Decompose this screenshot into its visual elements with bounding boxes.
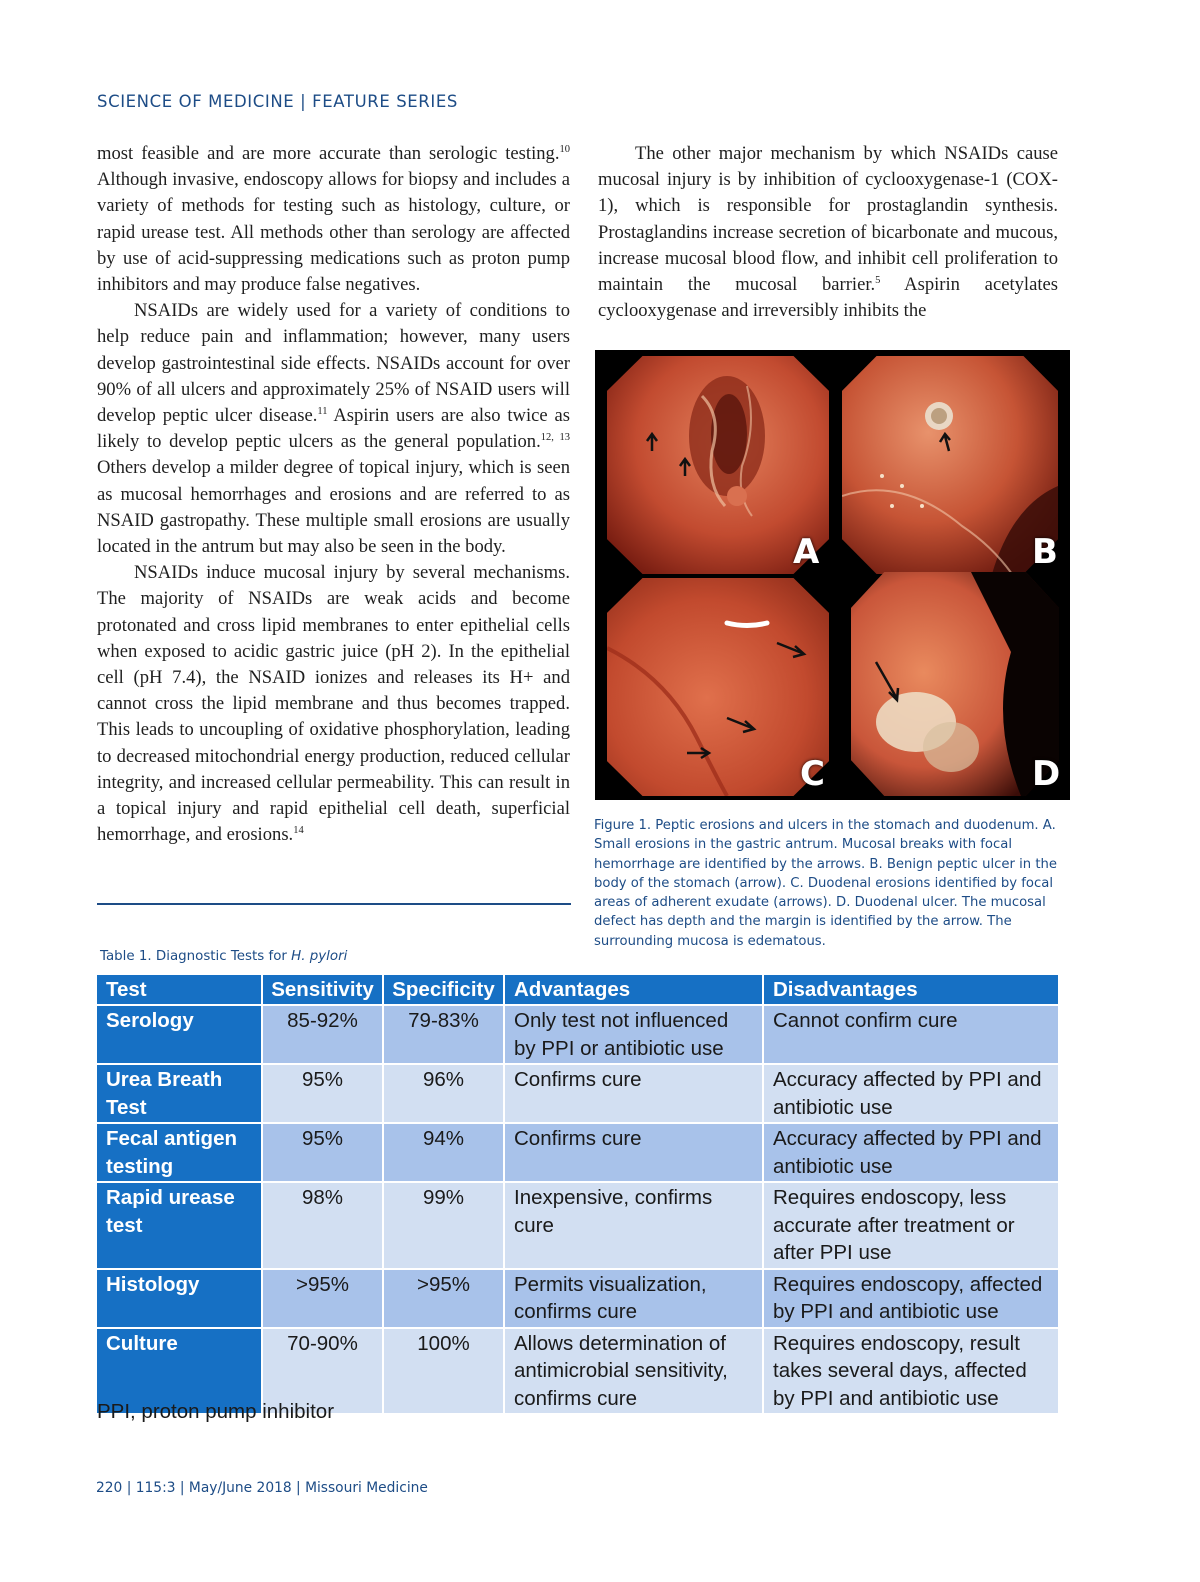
table-row bbox=[97, 1123, 1059, 1182]
table-cell-sensitivity: 98% bbox=[262, 1182, 383, 1269]
column-header: Test bbox=[97, 975, 262, 1005]
panel-letter-d: D bbox=[1032, 754, 1061, 794]
table-row bbox=[97, 1269, 1059, 1328]
table-cell-advantages: Allows determination of antimicrobial sensitivity, confirms cure bbox=[504, 1328, 763, 1414]
running-header: SCIENCE OF MEDICINE | FEATURE SERIES bbox=[97, 92, 458, 111]
paragraph: most feasible and are more accurate than serologic testing.$^{10}$ Although invasive, endoscopy allows for biopsy and includes a variety of methods for testing such as histology, culture, or rapid urease test. All methods other than serology are affected by use of acid-suppressing medications such as proton pump inhibitors and may produce false negatives. bbox=[97, 143, 570, 296]
table-cell-advantages: Permits visualization, confirms cure bbox=[504, 1269, 763, 1328]
table-cell-advantages: Inexpensive, confirms cure bbox=[504, 1182, 763, 1269]
table-cell-disadvantages: Requires endoscopy, affected by PPI and antibiotic use bbox=[763, 1269, 1059, 1328]
table-cell-specificity: 94% bbox=[383, 1123, 504, 1182]
table-cell-advantages: Only test not influenced by PPI or antibiotic use bbox=[504, 1005, 763, 1064]
table-cell-test: Fecal antigen testing bbox=[97, 1123, 262, 1182]
panel-letter-b: B bbox=[1032, 532, 1058, 572]
left-column-text bbox=[97, 141, 570, 848]
table-title: Table 1. Diagnostic Tests for H. pylori bbox=[100, 949, 348, 964]
diagnostic-tests-table bbox=[97, 975, 1060, 1413]
table-header-row bbox=[97, 975, 1059, 1005]
table-cell-sensitivity: 85-92% bbox=[262, 1005, 383, 1064]
table-cell-specificity: 100% bbox=[383, 1328, 504, 1414]
table-cell-specificity: 96% bbox=[383, 1064, 504, 1123]
table-cell-sensitivity: 95% bbox=[262, 1123, 383, 1182]
panel-letter-a: A bbox=[793, 532, 820, 572]
table-row bbox=[97, 1064, 1059, 1123]
right-column-text bbox=[598, 141, 1058, 324]
figure-panel-c bbox=[607, 578, 829, 796]
figure-panel-b bbox=[842, 356, 1058, 574]
column-header: Specificity bbox=[383, 975, 504, 1005]
table-cell-specificity: 79-83% bbox=[383, 1005, 504, 1064]
table-cell-specificity: 99% bbox=[383, 1182, 504, 1269]
table-cell-advantages: Confirms cure bbox=[504, 1064, 763, 1123]
column-header: Advantages bbox=[504, 975, 763, 1005]
table-cell-specificity: >95% bbox=[383, 1269, 504, 1328]
paragraph: The other major mechanism by which NSAIDs cause mucosal injury is by inhibition of cyclooxygenase-1 (COX-1), which is responsible for prostaglandin synthesis. Prostaglandins increase secretion of bicarbonate and mucous, increase mucosal blood flow, and inhibit cell proliferation to maintain the mucosal barrier.$^5$ Aspirin acetylates cyclooxygenase and irreversibly inhibits the bbox=[598, 143, 1058, 322]
table-cell-disadvantages: Cannot confirm cure bbox=[763, 1005, 1059, 1064]
panel-letter-c: C bbox=[800, 754, 825, 794]
figure-caption: Figure 1. Peptic erosions and ulcers in the stomach and duodenum. A. Small erosions in the gastric antrum. Mucosal breaks with focal hemorrhage are identified by the arrows. B. Benign peptic ulcer in the body of the stomach (arrow). C. Duodenal erosions identified by focal areas of adherent exudate (arrows). D. Duodenal ulcer. The mucosal defect has depth and the margin is identified by the arrow. The surrounding mucosa is edematous. bbox=[594, 818, 1057, 949]
endoscopy-figure bbox=[595, 350, 1070, 800]
table-cell-disadvantages: Accuracy affected by PPI and antibiotic use bbox=[763, 1123, 1059, 1182]
table-cell-advantages: Confirms cure bbox=[504, 1123, 763, 1182]
table-cell-test: Serology bbox=[97, 1005, 262, 1064]
table-cell-disadvantages: Accuracy affected by PPI and antibiotic use bbox=[763, 1064, 1059, 1123]
table-cell-test: Culture bbox=[97, 1328, 262, 1414]
column-header: Sensitivity bbox=[262, 975, 383, 1005]
table-cell-disadvantages: Requires endoscopy, result takes several days, affected by PPI and antibiotic use bbox=[763, 1328, 1059, 1414]
table-row bbox=[97, 1182, 1059, 1269]
figure-panel-d bbox=[851, 572, 1059, 796]
column-header: Disadvantages bbox=[763, 975, 1059, 1005]
table-cell-test: Urea Breath Test bbox=[97, 1064, 262, 1123]
paragraph: NSAIDs induce mucosal injury by several mechanisms. The majority of NSAIDs are weak acids and become protonated and cross lipid membranes to enter epithelial cells when exposed to acidic gastric juice (pH 2). In the epithelial cell (pH 7.4), the NSAID ionizes and releases its H+ and cannot cross the lipid membrane and thus becomes trapped. This leads to uncoupling of oxidative phosphorylation, leading to decreased mitochondrial energy production, reduced cellular integrity, and increased cellular permeability. This can result in a topical injury and rapid epithelial cell death, superficial hemorrhage, and erosions.$^{14}$ bbox=[97, 562, 570, 846]
table-cell-disadvantages: Requires endoscopy, less accurate after treatment or after PPI use bbox=[763, 1182, 1059, 1269]
table-footnote: PPI, proton pump inhibitor bbox=[97, 1400, 335, 1423]
table-cell-sensitivity: 95% bbox=[262, 1064, 383, 1123]
section-divider bbox=[97, 903, 571, 905]
table-cell-test: Rapid urease test bbox=[97, 1182, 262, 1269]
table-row bbox=[97, 1005, 1059, 1064]
table-cell-sensitivity: >95% bbox=[262, 1269, 383, 1328]
paragraph: NSAIDs are widely used for a variety of conditions to help reduce pain and inflammation; however, many users develop gastrointestinal side effects. NSAIDs account for over 90% of all ulcers and approximately 25% of NSAID users will develop peptic ulcer disease.$^{11}$ Aspirin users are also twice as likely to develop peptic ulcers as the general population.$^{12, 13}$ Others develop a milder degree of topical injury, which is seen as mucosal hemorrhages and erosions and are referred to as NSAID gastropathy. These multiple small erosions are usually located in the antrum but may also be seen in the body. bbox=[97, 300, 570, 558]
table-cell-sensitivity: 70-90% bbox=[262, 1328, 383, 1414]
page-footer: 220 | 115:3 | May/June 2018 | Missouri Medicine bbox=[96, 1480, 428, 1496]
table-cell-test: Histology bbox=[97, 1269, 262, 1328]
